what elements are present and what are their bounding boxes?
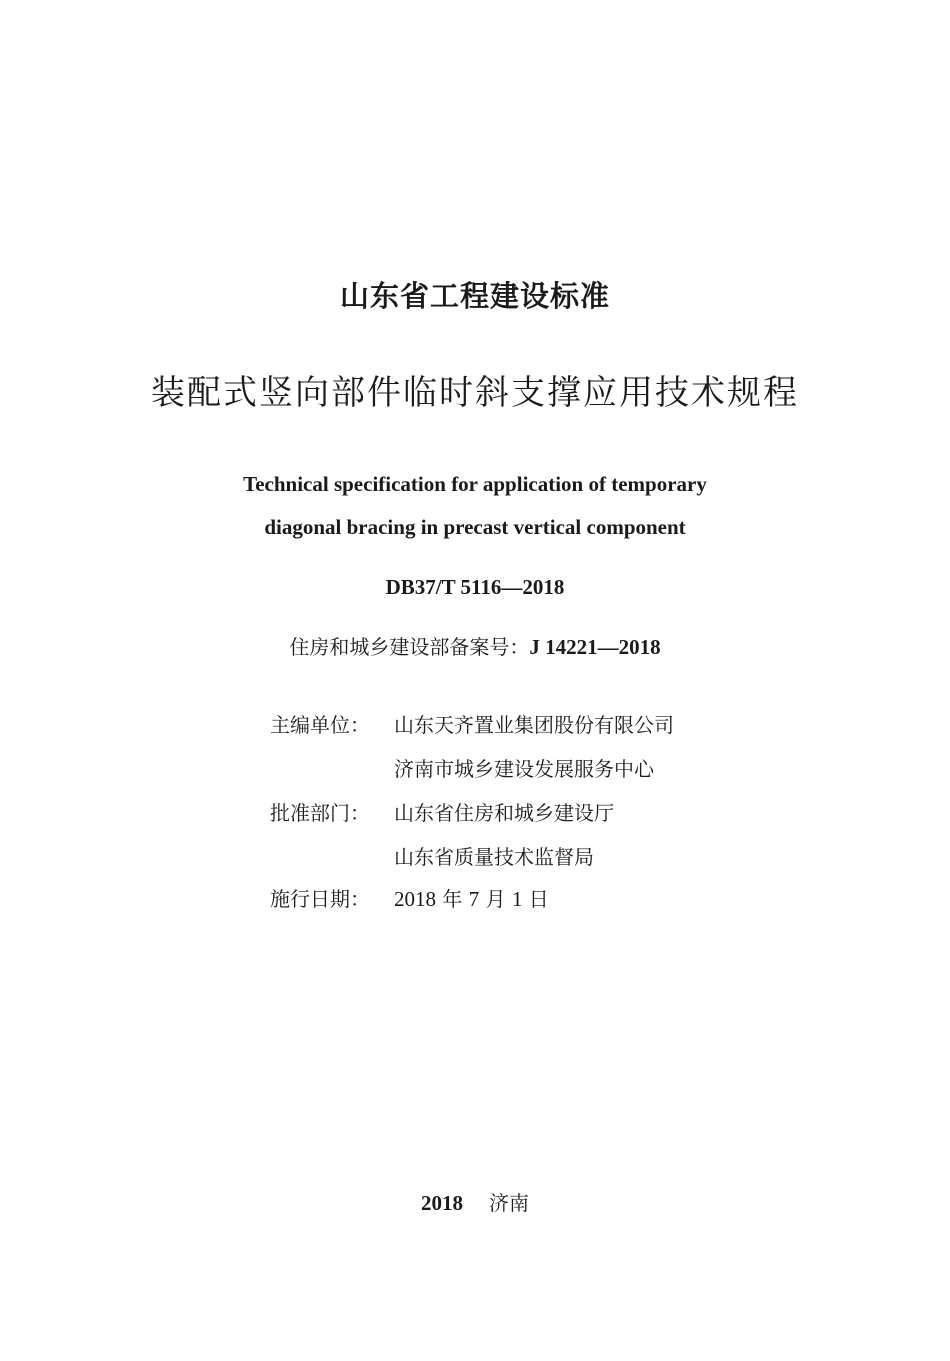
standard-series: 山东省工程建设标准	[339, 279, 610, 313]
document-title-en-line2: diagonal bracing in precast vertical component	[264, 515, 686, 539]
editor-unit-2: 济南市城乡建设发展服务中心	[394, 757, 654, 781]
document-title-en-line1: Technical specification for application of temporary	[243, 472, 707, 496]
editor-unit-1: 山东天齐置业集团股份有限公司	[394, 713, 674, 737]
approver-row-2	[270, 842, 594, 872]
publication-year: 2018	[421, 1191, 463, 1215]
effective-date-row	[270, 884, 549, 914]
standard-code: DB37/T 5116—2018	[385, 575, 565, 599]
effective-date-label: 施行日期：	[270, 887, 370, 911]
record-line	[0, 631, 950, 663]
effective-date-year-unit: 年	[442, 887, 463, 911]
editor-row	[270, 710, 674, 740]
effective-date-month: 7	[468, 887, 480, 911]
approver-row	[270, 798, 614, 828]
effective-date-year: 2018	[394, 887, 436, 911]
editor-row-2	[270, 754, 654, 784]
publication-line	[0, 1188, 950, 1218]
editor-label: 主编单位：	[270, 713, 370, 737]
record-number: J 14221—2018	[529, 635, 661, 659]
approver-label: 批准部门：	[270, 801, 370, 825]
effective-date-day-unit: 日	[528, 887, 549, 911]
approver-dept-1: 山东省住房和城乡建设厅	[394, 801, 614, 825]
effective-date-month-unit: 月	[485, 887, 506, 911]
document-title-cn: 装配式竖向部件临时斜支撑应用技术规程	[151, 373, 799, 413]
publication-city: 济南	[489, 1191, 529, 1215]
effective-date	[394, 884, 549, 914]
effective-date-day: 1	[511, 887, 523, 911]
record-label: 住房和城乡建设部备案号：	[289, 635, 530, 659]
approver-dept-2: 山东省质量技术监督局	[394, 845, 594, 869]
